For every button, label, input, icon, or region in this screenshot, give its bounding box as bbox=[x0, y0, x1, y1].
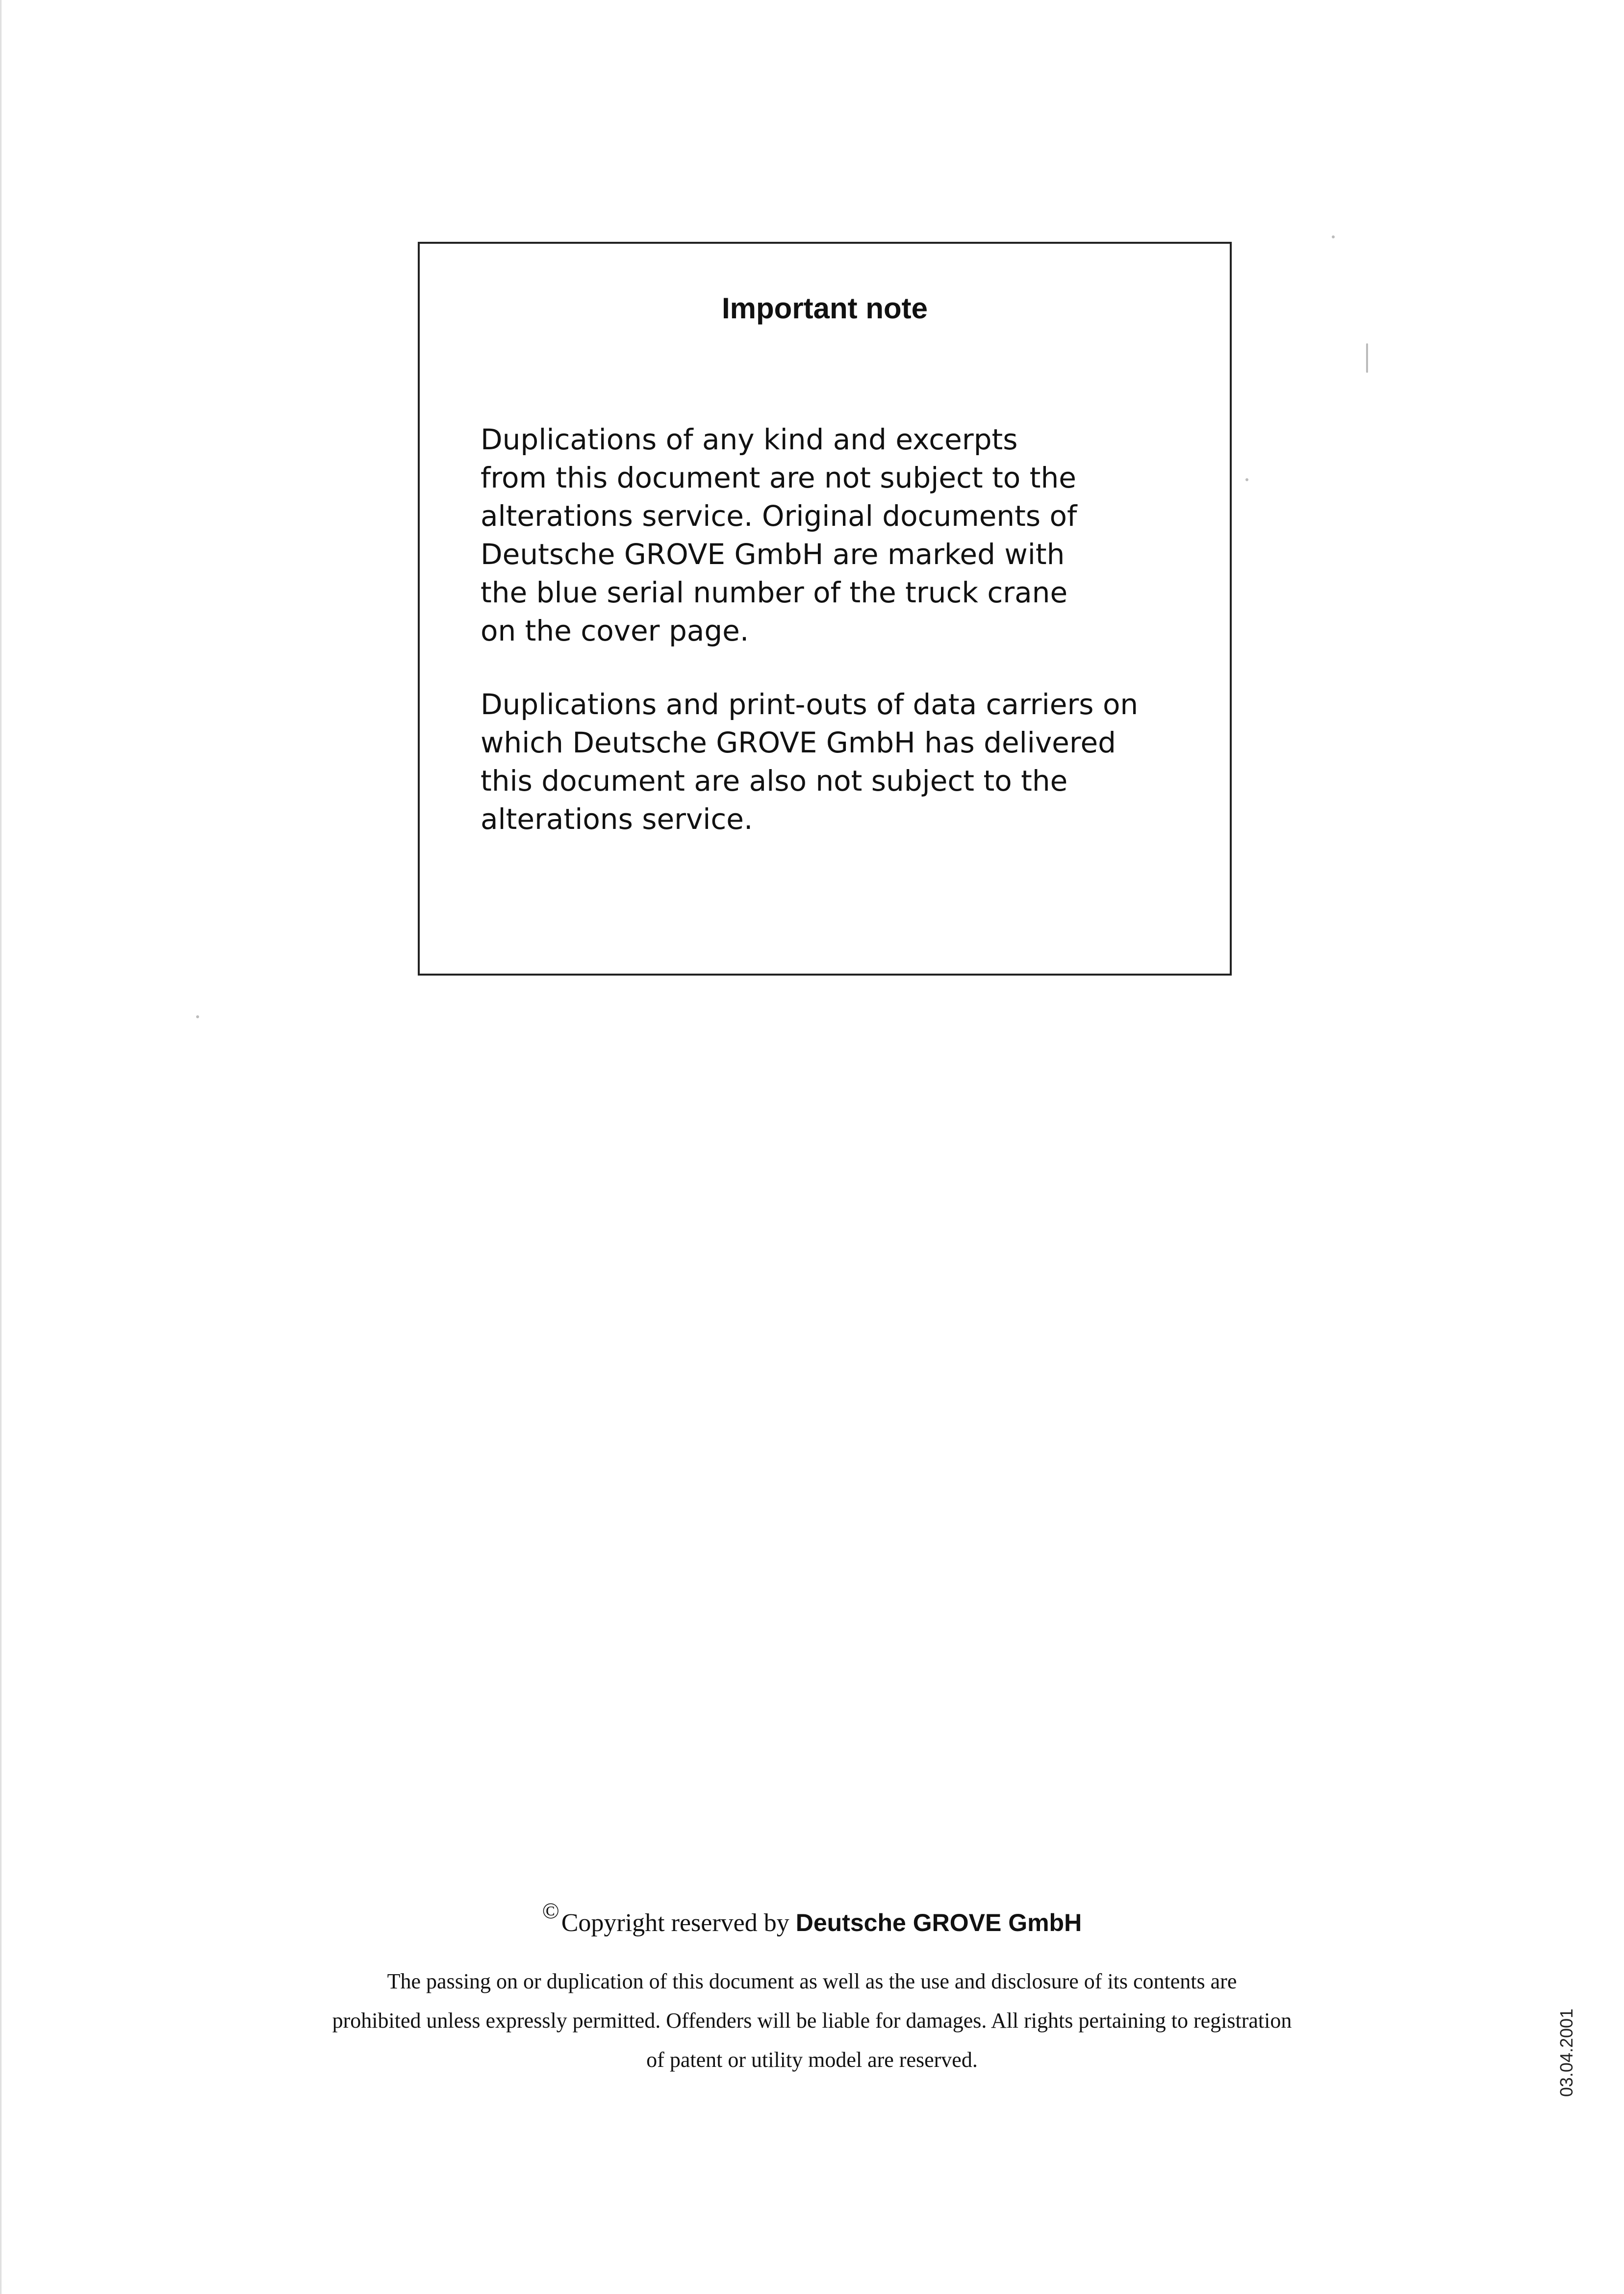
legal-text: The passing on or duplication of this document as well as the use and disclosure of its contents are prohibited unless expressly permitted. Offenders will be liable for damages. All rights pertaining to registration of patent or utility model are reserved. bbox=[332, 1969, 1292, 2072]
copyright-line bbox=[0, 1898, 1624, 1943]
note-title: Important note bbox=[722, 292, 928, 325]
copyright-company: Deutsche GROVE GmbH bbox=[795, 1909, 1082, 1936]
scan-speck bbox=[1366, 343, 1368, 373]
note-paragraph-originals: Duplications of any kind and excerpts from this document are not subject to the alterations service. Original documents of Deutsche GROVE GmbH are marked with the blue serial number of the truck crane on the cover page. bbox=[481, 423, 1077, 647]
copyright-prefix: Copyright reserved by bbox=[561, 1909, 796, 1937]
important-note-box bbox=[418, 242, 1232, 976]
scan-speck bbox=[196, 1015, 199, 1018]
note-paragraph-data-carriers: Duplications and print-outs of data carriers on which Deutsche GROVE GmbH has delivered this document are also not subject to the alterations service. bbox=[481, 688, 1139, 836]
scan-speck bbox=[1332, 235, 1335, 238]
date-stamp: 03.04.2001 bbox=[1556, 2008, 1576, 2097]
scan-speck bbox=[1245, 478, 1248, 481]
copyright-symbol: © bbox=[542, 1898, 559, 1923]
copyright-footer bbox=[0, 1898, 1624, 2080]
